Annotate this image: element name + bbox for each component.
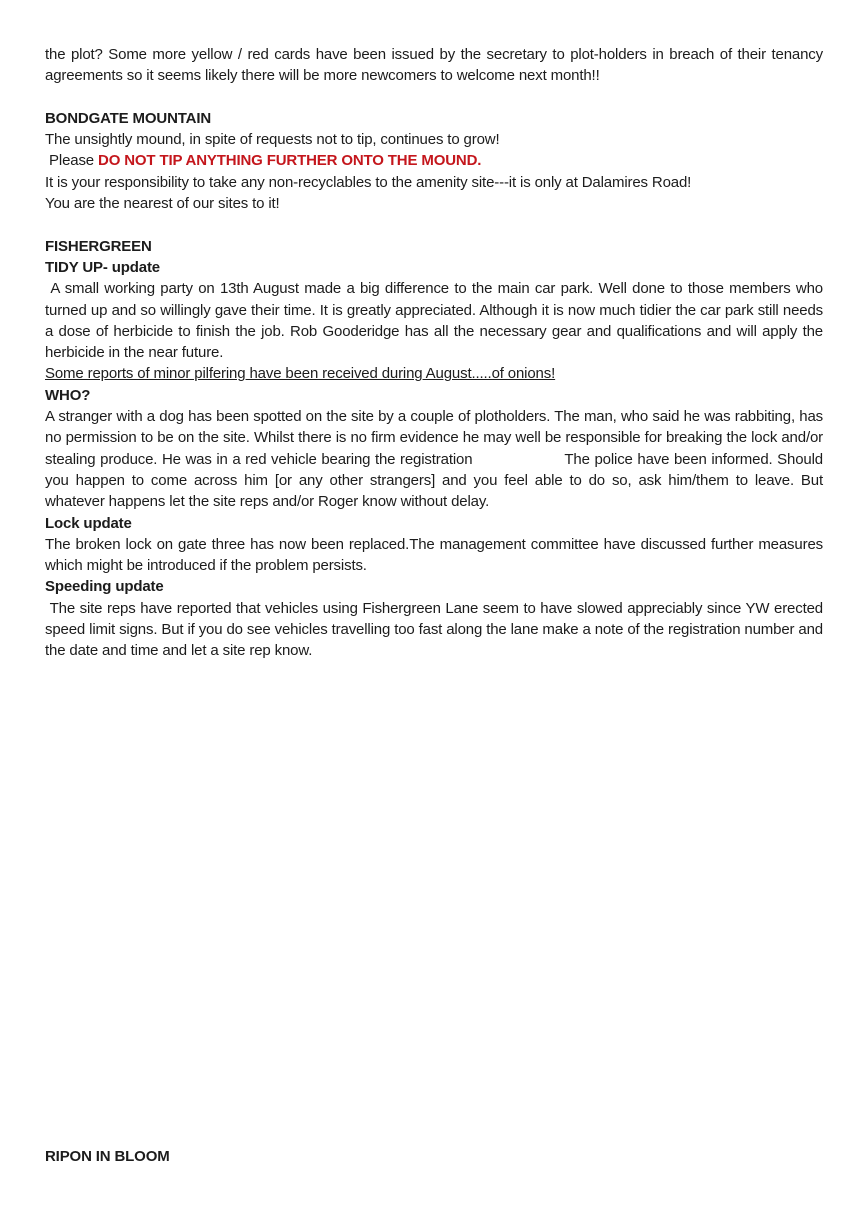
tidy-up-heading: TIDY UP- update [45,258,160,276]
bondgate-heading: BONDGATE MOUNTAIN [45,109,212,127]
lock-update-heading: Lock update [45,514,132,532]
bondgate-line-nearest: You are the nearest of our sites to it! [45,195,280,213]
who-text-before-redaction: A stranger with a dog has been spotted on the site by a couple of plotholders. The man, who said he was rabbiting, has no permission to be on the site. Whilst there is no firm evidence he may well be responsible for breaking the lock and/or stealing produce. He was in a red vehicle bearing the registration [45,408,823,468]
who-heading: WHO? [45,386,91,404]
intro-paragraph: the plot? Some more yellow / red cards have been issued by the secretary to plot-holders in breach of their tenancy agreements so it seems likely there will be more newcomers to welcome next month!! [45,46,823,85]
pilfering-note: Some reports of minor pilfering have been received during August.....of onions! [45,365,556,383]
bondgate-warning-line [45,150,823,171]
please-prefix: Please [45,152,99,170]
lock-update-paragraph: The broken lock on gate three has now been replaced.The management committee have discussed further measures which might be introduced if the problem persists. [45,535,823,575]
who-text-after-redaction: The police have been informed. Should you happen to come across him [or any other strangers] and you feel able to do so, ask him/them to leave. But whatever happens let the site reps and/or Roger know without delay. [45,450,823,511]
bondgate-section [45,108,823,214]
fishergreen-heading: FISHERGREEN [45,237,152,255]
speeding-update-heading: Speeding update [45,578,164,596]
spacer [45,214,823,235]
ripon-in-bloom-heading: RIPON IN BLOOM [45,1148,170,1165]
redacted-registration-gap [472,463,564,464]
spacer [45,87,823,108]
do-not-tip-warning: DO NOT TIP ANYTHING FURTHER ONTO THE MOUND. [98,152,482,170]
speeding-update-paragraph: The site reps have reported that vehicles using Fishergreen Lane seem to have slowed appreciably since YW erected speed limit signs. But if you do see vehicles travelling too fast along the lane make a note of the registration number and the date and time and let a site rep know. [45,599,828,660]
tidy-up-paragraph: A small working party on 13th August made a big difference to the main car park. Well done to those members who turned up and so willingly gave their time. It is greatly appreciated. Although it is now much tidier the car park still needs a dose of herbicide to finish the job. Rob Gooderidge has all the necessary gear and qualifications and will apply the herbicide in the near future. [45,280,828,362]
who-paragraph [45,406,823,512]
bondgate-line-grow: The unsightly mound, in spite of requests not to tip, continues to grow! [45,131,500,149]
bondgate-line-responsibility: It is your responsibility to take any non-recyclables to the amenity site---it is only at Dalamires Road! [45,173,692,191]
fishergreen-section [45,236,828,662]
